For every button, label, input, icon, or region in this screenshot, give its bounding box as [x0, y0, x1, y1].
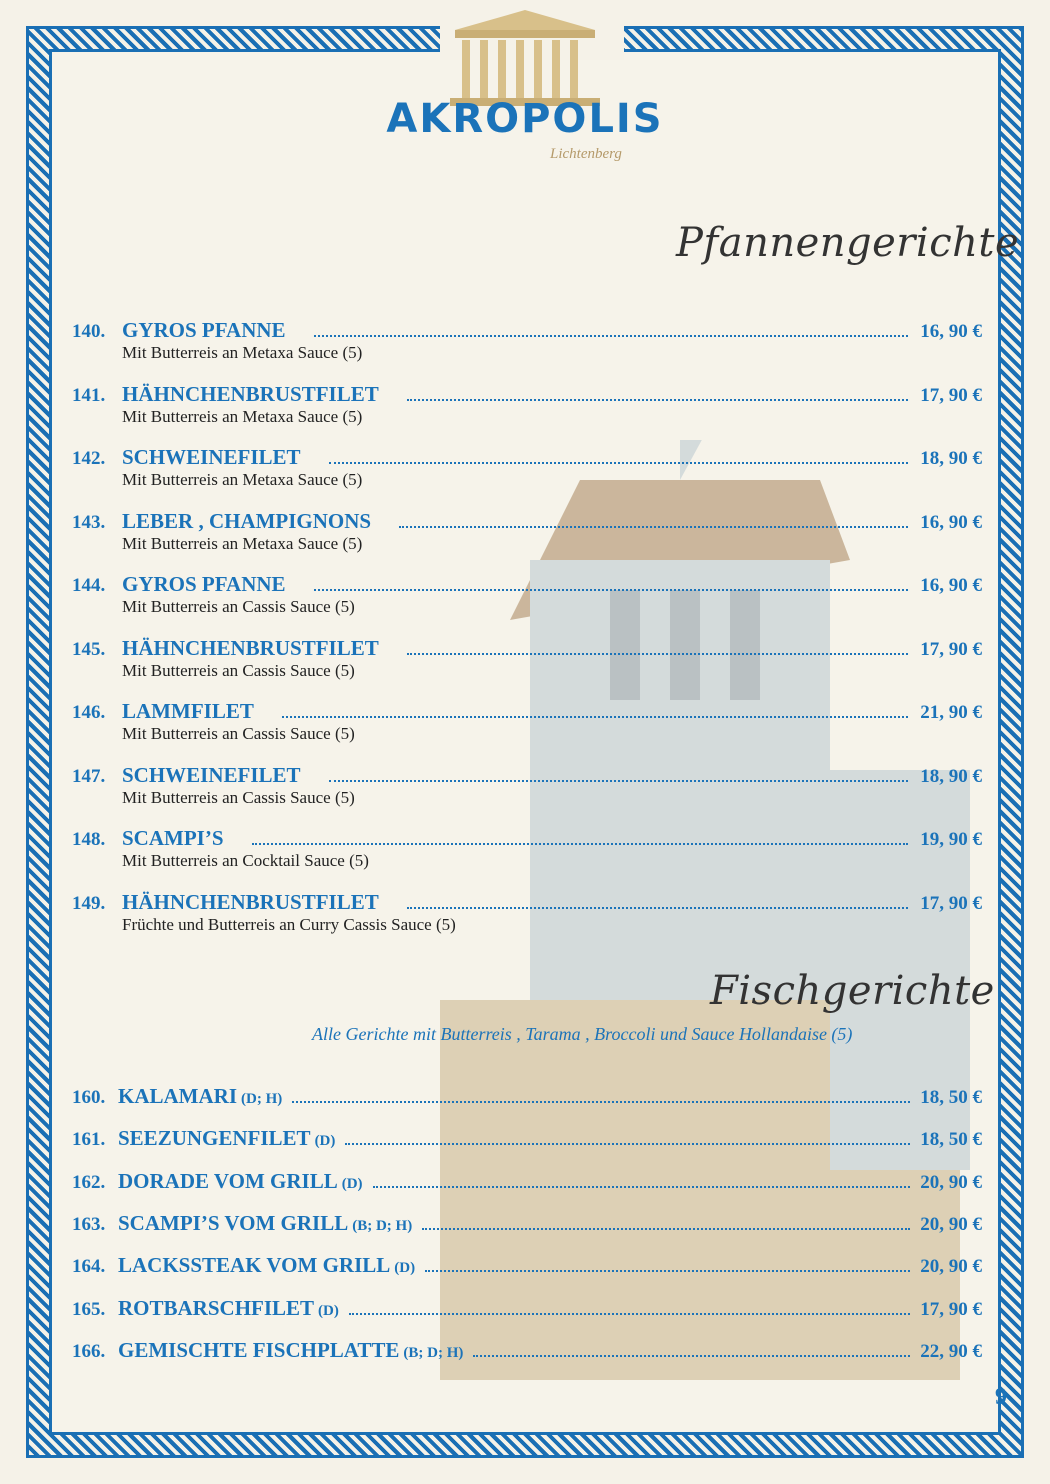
item-price: 18, 90 €: [920, 766, 982, 787]
item-description: Mit Butterreis an Cassis Sauce (5): [122, 724, 355, 743]
menu-item: [72, 636, 982, 686]
leader-dots: [473, 1354, 910, 1357]
menu-item: [72, 445, 982, 495]
item-name: GYROS PFANNE: [122, 572, 286, 596]
leader-dots: [425, 1269, 910, 1272]
leader-dots: [407, 652, 909, 655]
menu-item: [72, 763, 982, 813]
fish-menu-item: [72, 1338, 982, 1363]
item-name: KALAMARI: [118, 1084, 237, 1108]
item-price: 17, 90 €: [920, 893, 982, 914]
leader-dots: [345, 1142, 910, 1145]
allergen-code: (B; D; H): [403, 1345, 464, 1361]
item-description: Mit Butterreis an Metaxa Sauce (5): [122, 470, 363, 489]
leader-dots: [314, 588, 909, 591]
leader-dots: [349, 1312, 910, 1315]
item-number: 143.: [72, 512, 106, 533]
fish-menu-item: [72, 1211, 982, 1236]
allergen-code: (D): [394, 1260, 416, 1276]
leader-dots: [282, 715, 908, 718]
item-description: Mit Butterreis an Cassis Sauce (5): [122, 661, 355, 680]
item-price: 16, 90 €: [920, 512, 982, 533]
menu-item: [72, 890, 982, 940]
item-name: GYROS PFANNE: [122, 318, 286, 342]
item-description: Mit Butterreis an Cocktail Sauce (5): [122, 851, 369, 870]
fish-menu-item: [72, 1169, 982, 1194]
item-name: LACKSSTEAK VOM GRILL: [118, 1253, 391, 1277]
item-description: Mit Butterreis an Cassis Sauce (5): [122, 597, 355, 616]
item-number: 161.: [72, 1129, 106, 1150]
page-number: 9: [995, 1384, 1007, 1410]
leader-dots: [407, 398, 909, 401]
item-name: SCAMPI’S VOM GRILL: [118, 1211, 349, 1235]
item-description: Mit Butterreis an Cassis Sauce (5): [122, 788, 355, 807]
leader-dots: [292, 1100, 910, 1103]
item-price: 18, 50 €: [920, 1087, 982, 1108]
allergen-code: (D): [318, 1303, 339, 1319]
item-number: 141.: [72, 385, 106, 406]
menu-item: [72, 382, 982, 432]
item-number: 147.: [72, 766, 106, 787]
item-number: 140.: [72, 321, 106, 342]
item-number: 142.: [72, 448, 106, 469]
item-price: 21, 90 €: [920, 702, 982, 723]
allergen-code: (D): [314, 1133, 336, 1149]
leader-dots: [314, 334, 909, 337]
item-price: 17, 90 €: [920, 385, 982, 406]
item-number: 163.: [72, 1214, 106, 1235]
item-price: 17, 90 €: [920, 1299, 982, 1320]
menu-item: [72, 572, 982, 622]
item-number: 162.: [72, 1172, 106, 1193]
item-number: 148.: [72, 829, 106, 850]
menu-item: [72, 509, 982, 559]
leader-dots: [252, 842, 909, 845]
item-number: 164.: [72, 1256, 106, 1277]
menu-item: [72, 318, 982, 368]
menu-item: [72, 826, 982, 876]
item-description: Früchte und Butterreis an Curry Cassis Sauce (5): [122, 915, 456, 934]
allergen-code: (D; H): [241, 1091, 283, 1107]
leader-dots: [422, 1227, 910, 1230]
fish-menu-item: [72, 1253, 982, 1278]
fish-menu-item: [72, 1126, 982, 1151]
item-description: Mit Butterreis an Metaxa Sauce (5): [122, 343, 363, 362]
section-title-fischgerichte: Fischgerichte: [710, 968, 995, 1014]
item-number: 165.: [72, 1299, 106, 1320]
item-name: SCAMPI’S: [122, 826, 224, 850]
section-title-pfannengerichte: Pfannengerichte: [676, 220, 1020, 266]
item-price: 16, 90 €: [920, 575, 982, 596]
item-name: SEEZUNGENFILET: [118, 1126, 311, 1150]
leader-dots: [329, 779, 909, 782]
leader-dots: [407, 906, 909, 909]
item-price: 17, 90 €: [920, 639, 982, 660]
item-name: HÄHNCHENBRUSTFILET: [122, 890, 379, 914]
allergen-code: (B; D; H): [352, 1218, 413, 1234]
item-number: 149.: [72, 893, 106, 914]
menu-item: [72, 699, 982, 749]
item-name: DORADE VOM GRILL: [118, 1169, 338, 1193]
item-name: ROTBARSCHFILET: [118, 1296, 315, 1320]
item-price: 19, 90 €: [920, 829, 982, 850]
item-price: 18, 50 €: [920, 1129, 982, 1150]
item-name: SCHWEINEFILET: [122, 763, 301, 787]
item-name: SCHWEINEFILET: [122, 445, 301, 469]
leader-dots: [329, 461, 909, 464]
leader-dots: [399, 525, 908, 528]
item-name: HÄHNCHENBRUSTFILET: [122, 636, 379, 660]
temple-icon: [450, 8, 600, 108]
item-number: 144.: [72, 575, 106, 596]
item-name: LEBER , CHAMPIGNONS: [122, 509, 372, 533]
item-number: 145.: [72, 639, 106, 660]
item-price: 18, 90 €: [920, 448, 982, 469]
item-price: 20, 90 €: [920, 1172, 982, 1193]
item-number: 160.: [72, 1087, 106, 1108]
item-number: 166.: [72, 1341, 106, 1362]
item-description: Mit Butterreis an Metaxa Sauce (5): [122, 407, 363, 426]
item-number: 146.: [72, 702, 106, 723]
item-name: HÄHNCHENBRUSTFILET: [122, 382, 379, 406]
logo-subtitle: Lichtenberg: [550, 146, 622, 162]
leader-dots: [373, 1185, 911, 1188]
item-price: 16, 90 €: [920, 321, 982, 342]
fish-menu-item: [72, 1296, 982, 1321]
item-name: GEMISCHTE FISCHPLATTE: [118, 1338, 400, 1362]
fish-section-note: Alle Gerichte mit Butterreis , Tarama , Broccoli und Sauce Hollandaise (5): [312, 1024, 853, 1044]
item-description: Mit Butterreis an Metaxa Sauce (5): [122, 534, 363, 553]
allergen-code: (D): [341, 1176, 363, 1192]
item-name: LAMMFILET: [122, 699, 254, 723]
logo-name: AKROPOLIS: [386, 96, 664, 142]
item-price: 22, 90 €: [920, 1341, 982, 1362]
akropolis-logo: [380, 8, 670, 178]
fish-menu-item: [72, 1084, 982, 1109]
item-price: 20, 90 €: [920, 1256, 982, 1277]
item-price: 20, 90 €: [920, 1214, 982, 1235]
